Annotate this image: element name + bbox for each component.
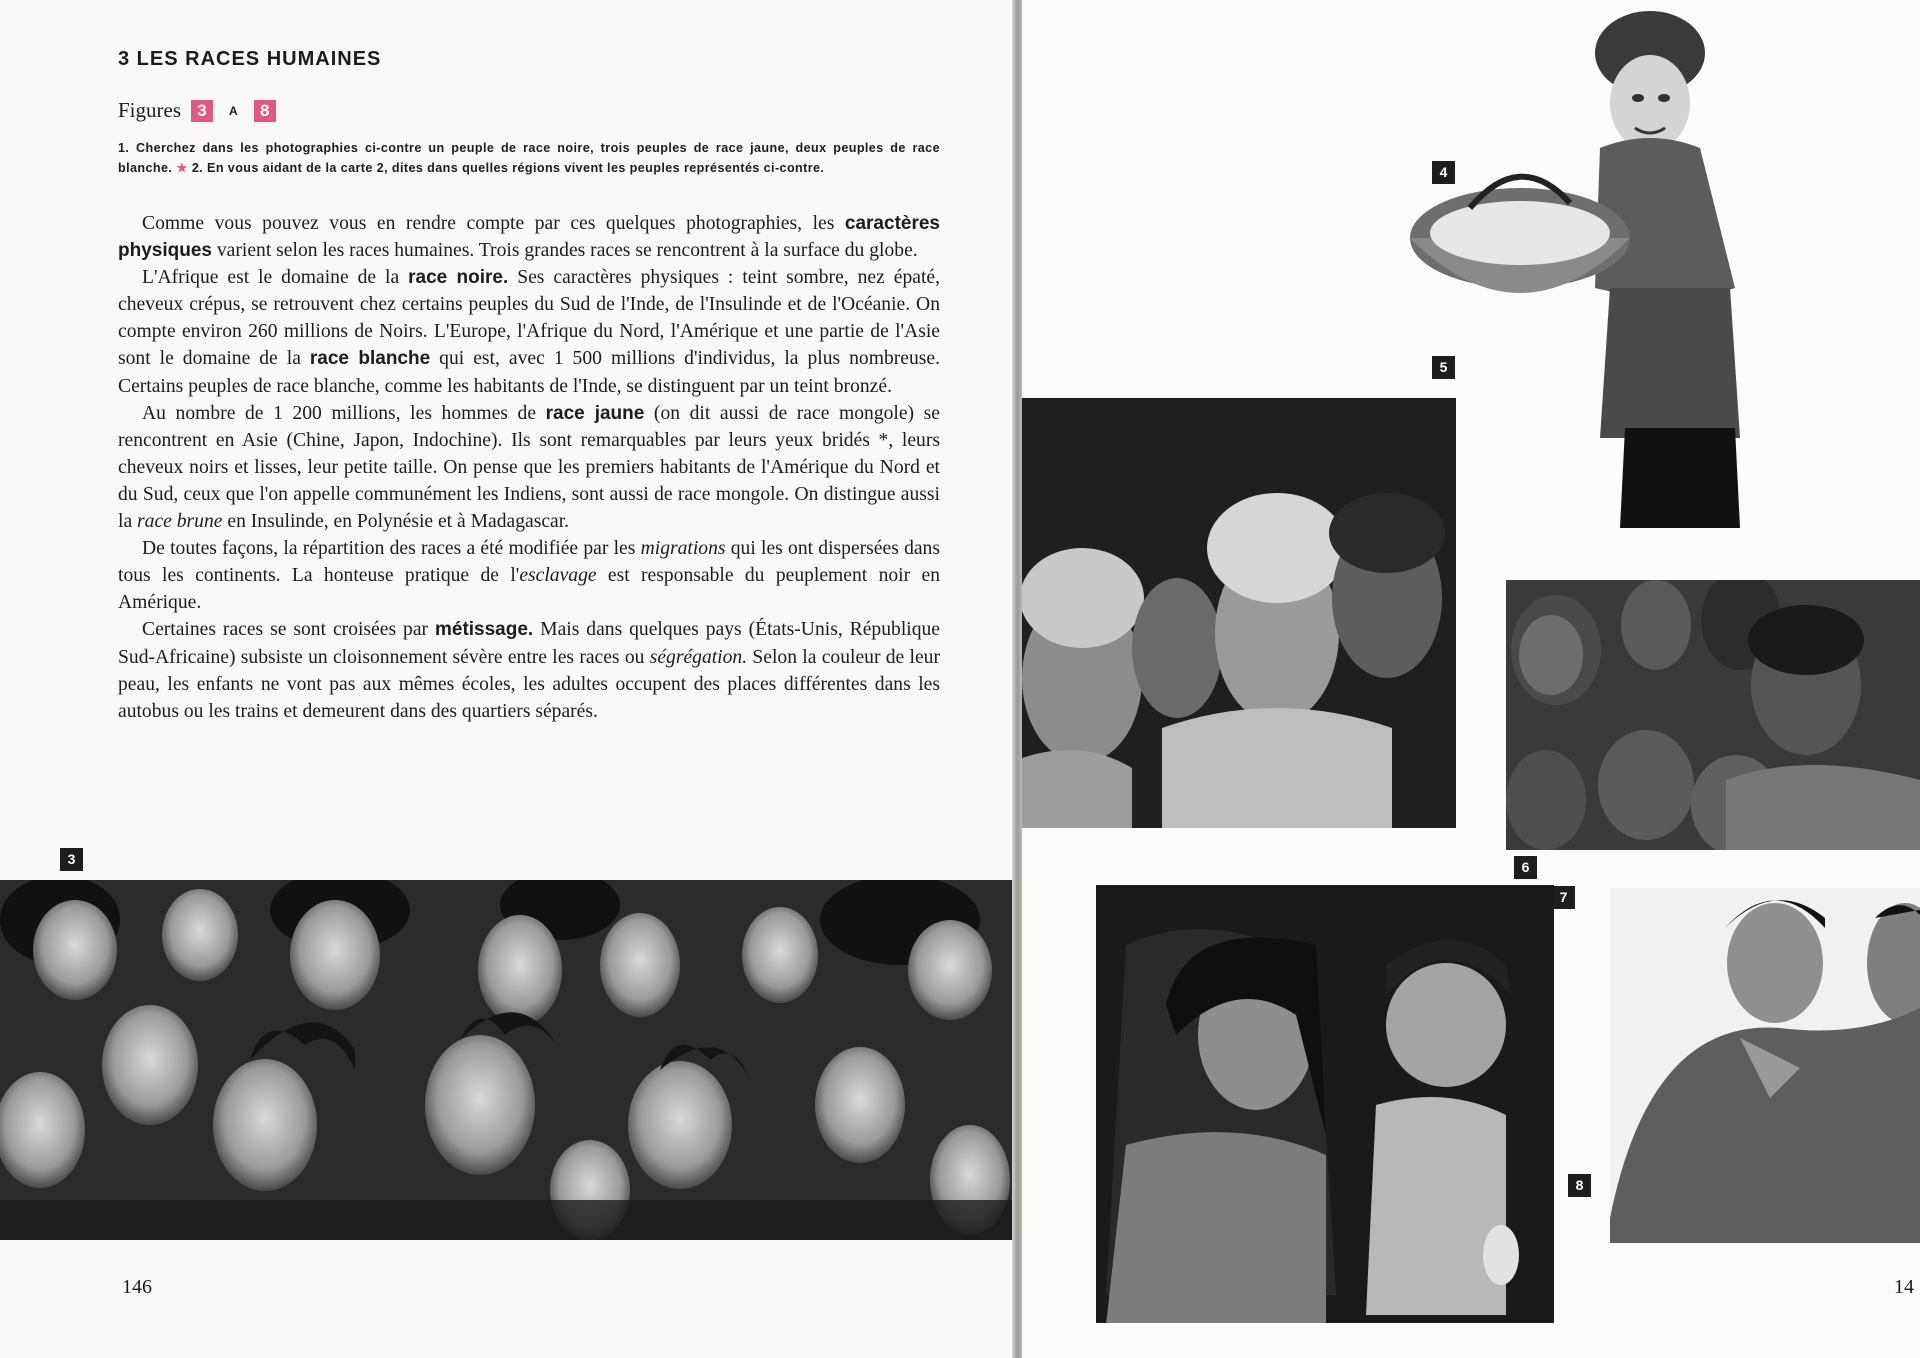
text-run: est responsable du peuplement noir en Amérique. <box>118 565 940 614</box>
paragraph <box>118 535 940 616</box>
photo-indigenous-children <box>1096 885 1554 1323</box>
exercise-questions <box>118 138 940 178</box>
photo-woman-basket <box>1410 8 1780 533</box>
text-run: L'Afrique est le domaine de la <box>142 267 409 289</box>
figure-label-3: 3 <box>62 850 81 869</box>
bold-term: race blanche <box>309 348 431 370</box>
bold-term: métissage. <box>434 619 534 641</box>
star-icon: ★ <box>176 161 188 175</box>
italic-term: esclavage <box>519 565 597 587</box>
paragraph <box>118 264 940 399</box>
bold-term: race jaune <box>545 402 645 424</box>
text-run: Certaines races se sont croisées par <box>142 619 435 641</box>
photo-turbaned-men <box>1022 398 1456 828</box>
italic-term: ségrégation. <box>649 646 748 668</box>
paragraph <box>118 210 940 264</box>
page-number-left: 146 <box>122 1276 152 1298</box>
figures-prefix: Figures <box>118 98 181 122</box>
figures-connector: A <box>229 103 238 118</box>
text-run: De toutes façons, la répartition des races a été modifiée par les <box>142 538 641 560</box>
bold-term: race noire. <box>408 267 509 289</box>
question-2: 2. En vous aidant de la carte 2, dites dans quelles régions vivent les peuples représentés ci-contre. <box>191 161 825 175</box>
question-1: 1. Cherchez dans les photographies ci-contre un peuple de race noire, trois peuples de race jaune, deux peuples de race blanche. <box>118 141 940 175</box>
bold-term: caractères physiques <box>118 213 940 262</box>
section-heading: 3 LES RACES HUMAINES <box>118 48 382 70</box>
text-run: qui est, avec 1 500 millions d'individus, la plus nombreuse. Certains peuples de race blanche, comme les habitants de l'Inde, se distinguent par un teint bronzé. <box>118 348 941 397</box>
figure-label-7: 7 <box>1554 888 1573 907</box>
body-text <box>118 210 940 725</box>
figure-label-4: 4 <box>1434 163 1453 182</box>
italic-term: migrations <box>640 538 726 560</box>
text-run: (on dit aussi de race mongole) se rencontrent en Asie (Chine, Japon, Indochine). Ils sont remarquables par leurs yeux bridés *, leurs cheveux noirs et lisses, leur petite taille. On pense que les premiers habitants de l'Amérique du Nord et du Sud, ceux que l'on appelle communément les Indiens, sont aussi de race mongole. On distingue aussi la <box>118 402 941 533</box>
paragraph <box>118 400 940 535</box>
photo-african-children <box>1506 580 1920 850</box>
figure-badge-end: 8 <box>254 100 276 122</box>
text-run: varient selon les races humaines. Trois grandes races se rencontrent à la surface du globe. <box>211 240 918 262</box>
text-run: Au nombre de 1 200 millions, les hommes de <box>142 402 546 424</box>
photo-crowd-children <box>0 880 1018 1240</box>
figure-badge-start: 3 <box>191 100 213 122</box>
figure-label-6: 6 <box>1516 858 1535 877</box>
text-run: qui les ont dispersées dans tous les continents. La honteuse pratique de l' <box>118 538 940 587</box>
text-run: en Insulinde, en Polynésie et à Madagascar. <box>222 511 570 533</box>
paragraph <box>118 616 940 724</box>
right-page <box>1022 0 1920 1358</box>
figure-label-8: 8 <box>1570 1176 1589 1195</box>
figure-label-5: 5 <box>1434 358 1453 377</box>
text-run: Ses caractères physiques : teint sombre, nez épaté, cheveux crépus, se retrouvent chez certains peuples du Sud de l'Inde, de l'Insulinde et de l'Océanie. On compte environ 260 millions de Noirs. L'Europe, l'Afrique du Nord, l'Amérique et une partie de l'Asie sont le domaine de la <box>118 267 940 370</box>
figures-reference <box>118 98 276 123</box>
text-run: Mais dans quelques pays (États-Unis, République Sud-Africaine) subsiste un cloisonnement sévère entre les races ou <box>118 619 940 668</box>
text-run: Comme vous pouvez vous en rendre compte par ces quelques photographies, les <box>142 213 845 234</box>
italic-term: race brune <box>137 511 223 533</box>
page-number-right: 14 <box>1894 1276 1914 1298</box>
text-run: Selon la couleur de leur peau, les enfants ne vont pas aux mêmes écoles, les adultes occupent des places différentes dans les autobus ou les trains et demeurent dans des quartiers séparés. <box>118 646 940 722</box>
photo-women-saris <box>1610 888 1920 1243</box>
